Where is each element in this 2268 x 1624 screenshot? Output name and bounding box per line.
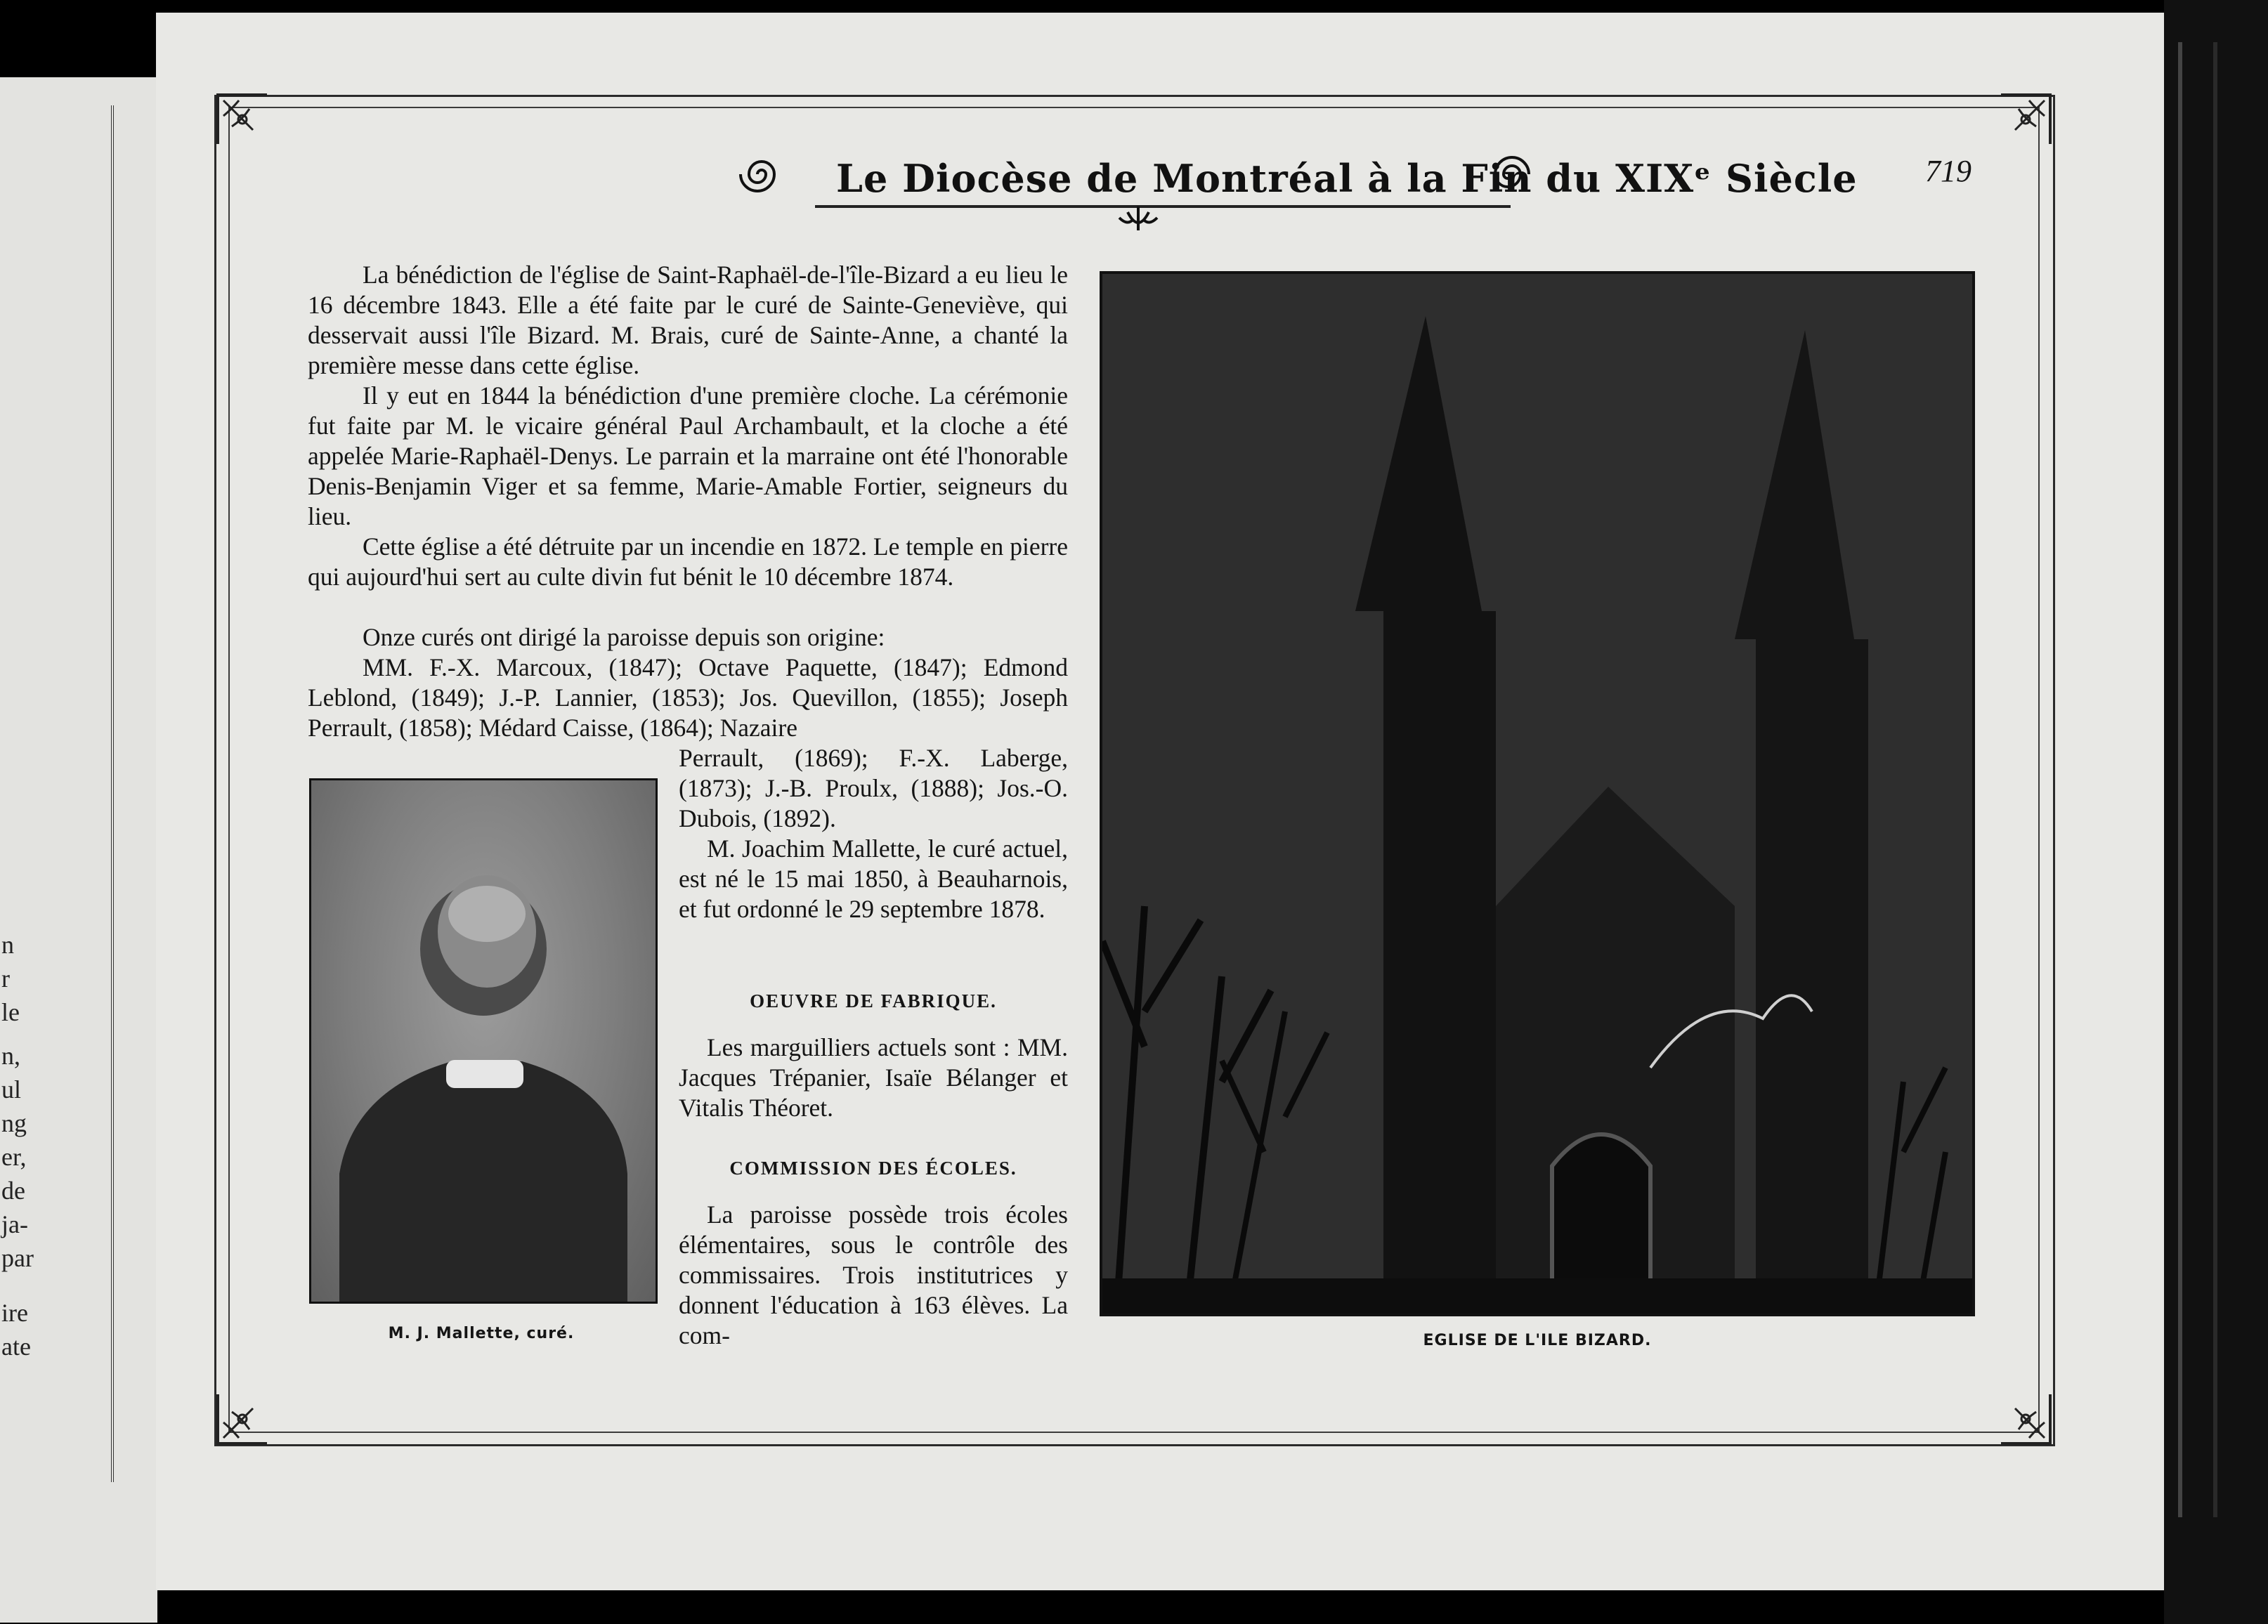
book-edge	[2164, 0, 2268, 1624]
paragraph-current-cure: M. Joachim Mallette, le curé actuel, est né le 15 mai 1850, à Beauharnois, et fut ordonné le 29 septembre 1878.	[679, 834, 1068, 923]
section-title-fabrique: OEUVRE DE FABRIQUE.	[750, 990, 997, 1011]
previous-page-border	[0, 105, 114, 1482]
church-caption: EGLISE DE L'ILE BIZARD.	[1423, 1332, 1652, 1349]
paragraph-cures-intro: Onze curés ont dirigé la paroisse depuis son origine:	[363, 623, 885, 651]
previous-page-fragment: ng	[1, 1109, 27, 1137]
running-header-title: Le Diocèse de Montréal à la Fin du XIXᵉ Siècle	[836, 156, 1858, 201]
corner-ornament-icon	[211, 88, 274, 151]
previous-page-fragment: ul	[1, 1075, 22, 1104]
corner-ornament-icon	[1994, 1387, 2057, 1451]
previous-page-fragment: ire	[1, 1299, 28, 1327]
previous-page-fragment: le	[1, 998, 20, 1026]
portrait-photo	[309, 778, 658, 1304]
previous-page-edge	[0, 77, 157, 1623]
previous-page-fragment: n	[1, 931, 14, 959]
portrait-figure	[311, 780, 656, 1302]
paragraph-schools: La paroisse possède trois écoles élémentaires, sous le contrôle des commissaires. Trois institutrices y donnent l'éducation à 163 élèves. La com-	[679, 1200, 1068, 1349]
scroll-ornament-icon	[736, 149, 787, 199]
scroll-ornament-icon	[1482, 149, 1533, 199]
paragraph-cures-list: MM. F.-X. Marcoux, (1847); Octave Paquette, (1847); Edmond Leblond, (1849); J.-P. Lannier, (1853); Jos. Quevillon, (1855); Joseph Perrault, (1858); Médard Caisse, (1864); Nazaire	[308, 653, 1068, 742]
previous-page-fragment: ate	[1, 1332, 31, 1361]
paragraph-fire: Cette église a été détruite par un incendie en 1872. Le temple en pierre qui aujourd'hui sert au culte divin fut bénit le 10 décembre 1874.	[308, 532, 1068, 591]
portrait-caption: M. J. Mallette, curé.	[388, 1325, 575, 1342]
section-title-ecoles: COMMISSION DES ÉCOLES.	[729, 1158, 1017, 1179]
previous-page-fragment: er,	[1, 1143, 27, 1171]
previous-page-fragment: r	[1, 964, 10, 993]
previous-page-fragment: n,	[1, 1042, 20, 1070]
corner-ornament-icon	[1994, 88, 2057, 151]
corner-ornament-icon	[211, 1387, 274, 1451]
paragraph-marguilliers: Les marguilliers actuels sont : MM. Jacques Trépanier, Isaïe Bélanger et Vitalis Théoret.	[679, 1033, 1068, 1122]
header-rule	[815, 205, 1511, 208]
church-photo	[1100, 271, 1975, 1316]
paragraph-blessing: La bénédiction de l'église de Saint-Raphaël-de-l'île-Bizard a eu lieu le 16 décembre 1843. Elle a été faite par le curé de Sainte-Geneviève, qui desservait aussi l'île Bizard. M. Brais, curé de Sainte-Anne, a chanté la première messe dans cette église.	[308, 261, 1068, 379]
paragraph-cures-list-continued: Perrault, (1869); F.-X. Laberge, (1873); J.-B. Proulx, (1888); Jos.-O. Dubois, (1892).	[679, 744, 1068, 832]
church-illustration	[1102, 274, 1972, 1314]
page-number: 719	[1925, 154, 1972, 188]
previous-page-fragment: ja-	[1, 1210, 28, 1238]
fleuron-icon	[1114, 205, 1163, 233]
paragraph-bell: Il y eut en 1844 la bénédiction d'une première cloche. La cérémonie fut faite par M. le vicaire général Paul Archambault, et la cloche a été appelée Marie-Raphaël-Denys. Le parrain et la marraine ont été l'honorable Denis-Benjamin Viger et sa femme, Marie-Amable Fortier, seigneurs du lieu.	[308, 381, 1068, 530]
previous-page-fragment: par	[1, 1244, 34, 1272]
previous-page-fragment: de	[1, 1177, 25, 1205]
